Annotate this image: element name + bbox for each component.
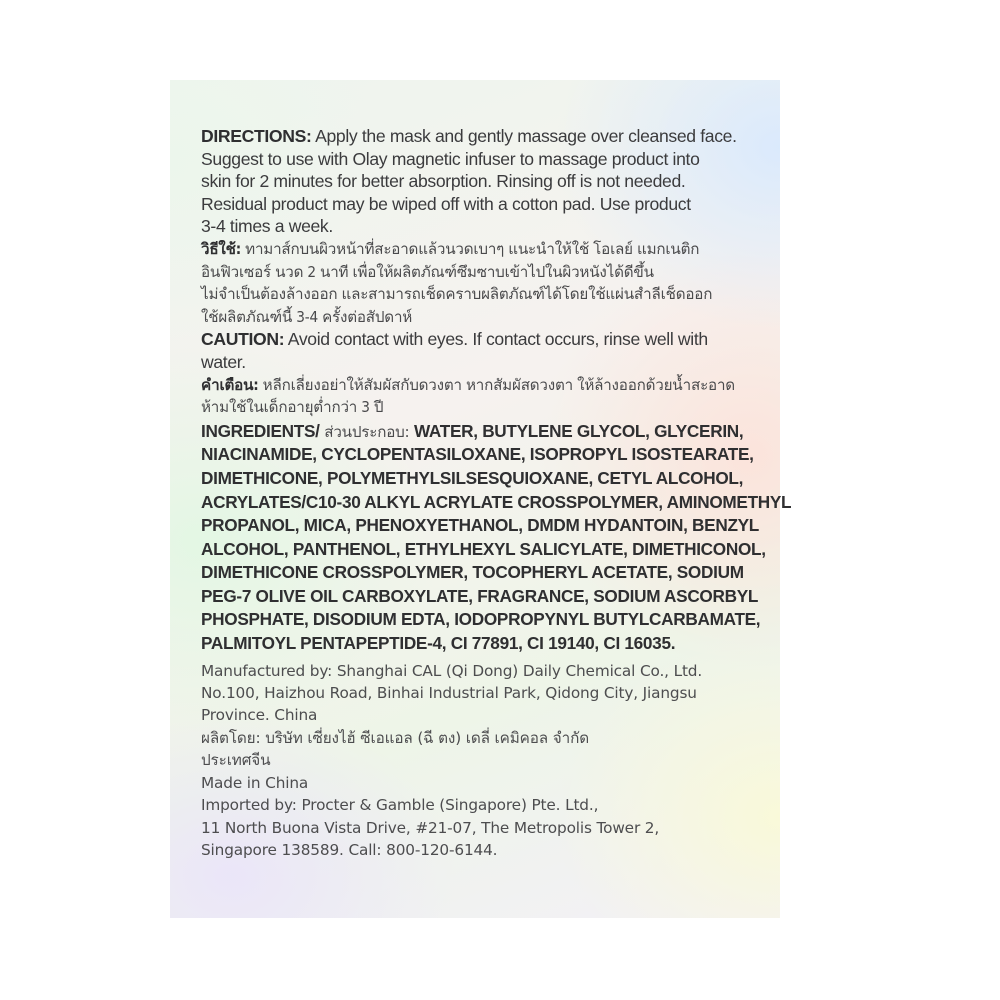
importer-section bbox=[201, 794, 771, 861]
ingredient-line: ALCOHOL, PANTHENOL, ETHYLHEXYL SALICYLATE, DIMETHICONOL, bbox=[201, 538, 766, 559]
ingredient-line: PALMITOYL PENTAPEPTIDE-4, CI 77891, CI 19140, CI 16035. bbox=[201, 633, 676, 654]
directions-line: Suggest to use with Olay magnetic infuser to massage product into bbox=[201, 148, 700, 169]
caution-line: Avoid contact with eyes. If contact occurs, rinse well with bbox=[284, 329, 708, 350]
origin-text: Made in China bbox=[201, 773, 309, 792]
manufacturer-line: Manufactured by: Shanghai CAL (Qi Dong) Daily Chemical Co., Ltd. bbox=[201, 661, 703, 680]
importer-line: 11 North Buona Vista Drive, #21-07, The Metropolis Tower 2, bbox=[201, 818, 660, 837]
manufacturer-section bbox=[201, 660, 771, 727]
ingredient-line: PHOSPHATE, DISODIUM EDTA, IODOPROPYNYL BUTYLCARBAMATE, bbox=[201, 609, 761, 630]
directions-line: Residual product may be wiped off with a cotton pad. Use product bbox=[201, 193, 691, 214]
ingredients-th-label: ส่วนประกอบ: bbox=[319, 422, 410, 441]
label-panel bbox=[170, 80, 792, 918]
directions-th-label: วิธีใช้: bbox=[201, 239, 241, 258]
importer-line: Singapore 138589. Call: 800-120-6144. bbox=[201, 840, 498, 859]
ingredient-line: PROPANOL, MICA, PHENOXYETHANOL, DMDM HYDANTOIN, BENZYL bbox=[201, 515, 760, 536]
ingredient-line: ACRYLATES/C10-30 ALKYL ACRYLATE CROSSPOLYMER, AMINOMETHYL bbox=[201, 491, 792, 512]
directions-line: skin for 2 minutes for better absorption. Rinsing off is not needed. bbox=[201, 171, 686, 192]
directions-label: DIRECTIONS: bbox=[201, 126, 312, 146]
caution-label: CAUTION: bbox=[201, 329, 285, 350]
ingredient-line: NIACINAMIDE, CYCLOPENTASILOXANE, ISOPROPYL ISOSTEARATE, bbox=[201, 444, 754, 465]
caution-section bbox=[201, 328, 771, 373]
directions-th-line: ทามาส์กบนผิวหน้าที่สะอาดแล้วนวดเบาๆ แนะนำให้ใช้ โอเลย์ แมกเนติก bbox=[241, 239, 700, 258]
ingredient-line: WATER, BUTYLENE GLYCOL, GLYCERIN, bbox=[409, 420, 744, 441]
ingredients-label: INGREDIENTS/ bbox=[201, 420, 320, 441]
directions-section bbox=[201, 125, 771, 238]
directions-line: Apply the mask and gently massage over cleansed face. bbox=[311, 126, 737, 146]
ingredient-line: DIMETHICONE, POLYMETHYLSILSESQUIOXANE, CETYL ALCOHOL, bbox=[201, 467, 744, 488]
importer-line: Imported by: Procter & Gamble (Singapore) Pte. Ltd., bbox=[201, 796, 599, 815]
manufacturer-line: No.100, Haizhou Road, Binhai Industrial Park, Qidong City, Jiangsu bbox=[201, 684, 697, 703]
ingredient-line: DIMETHICONE CROSSPOLYMER, TOCOPHERYL ACETATE, SODIUM bbox=[201, 562, 744, 583]
directions-th-section bbox=[201, 238, 771, 328]
manufacturer-th-line: ผลิตโดย: บริษัท เซี่ยงไฮ้ ซีเอแอล (ฉี ตง) เดลี่ เคมิคอล จำกัด bbox=[201, 728, 590, 747]
directions-th-line: อินฟิวเซอร์ นวด 2 นาที เพื่อให้ผลิตภัณฑ์ซึมซาบเข้าไปในผิวหนังได้ดีขึ้น bbox=[201, 262, 654, 281]
caution-th-label: คำเตือน: bbox=[201, 375, 259, 394]
label-text bbox=[201, 125, 792, 861]
caution-th-section bbox=[201, 374, 771, 419]
caution-line: water. bbox=[201, 351, 246, 372]
manufacturer-th-section bbox=[201, 727, 771, 772]
directions-line: 3-4 times a week. bbox=[201, 216, 333, 237]
caution-th-line: ห้ามใช้ในเด็กอายุต่ำกว่า 3 ปี bbox=[201, 398, 384, 417]
origin-section bbox=[201, 772, 771, 794]
directions-th-line: ไม่จำเป็นต้องล้างออก และสามารถเช็ดคราบผลิตภัณฑ์ได้โดยใช้แผ่นสำลีเช็ดออก bbox=[201, 285, 713, 304]
caution-th-line: หลีกเลี่ยงอย่าให้สัมผัสกับดวงตา หากสัมผัสดวงตา ให้ล้างออกด้วยน้ำสะอาด bbox=[258, 375, 735, 394]
directions-th-line: ใช้ผลิตภัณฑ์นี้ 3-4 ครั้งต่อสัปดาห์ bbox=[201, 307, 413, 326]
ingredient-line: PEG-7 OLIVE OIL CARBOXYLATE, FRAGRANCE, SODIUM ASCORBYL bbox=[201, 585, 759, 606]
manufacturer-line: Province. China bbox=[201, 706, 318, 725]
manufacturer-th-line: ประเทศจีน bbox=[201, 751, 271, 770]
ingredients-section bbox=[201, 420, 792, 656]
